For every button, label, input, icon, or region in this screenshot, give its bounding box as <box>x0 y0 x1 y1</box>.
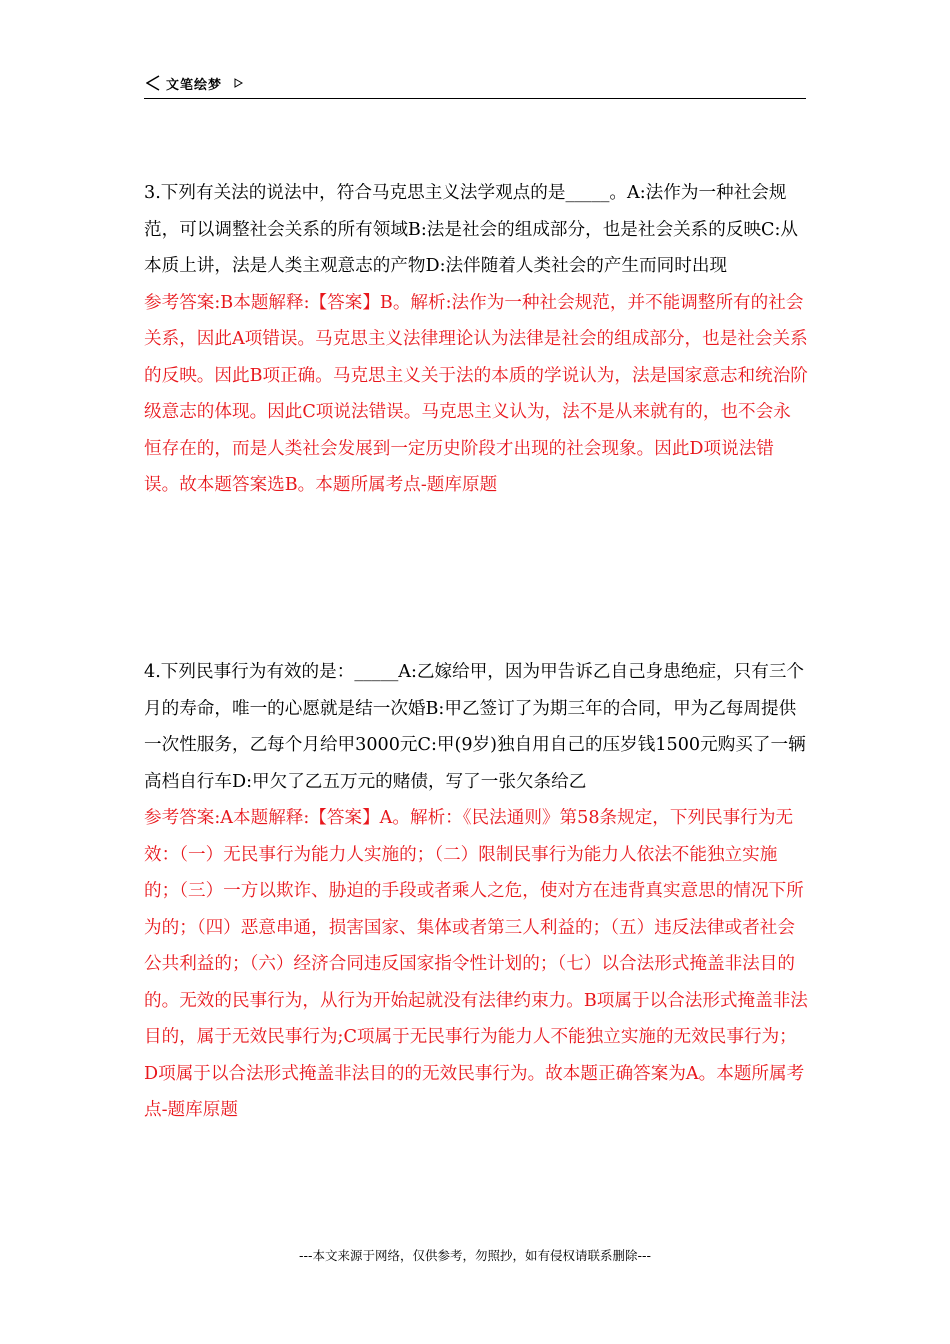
page-header <box>144 72 806 99</box>
question-block <box>144 654 808 1129</box>
page-footer: ---本文来源于网络，仅供参考，勿照抄，如有侵权请联系删除--- <box>298 1248 652 1263</box>
question-text: 4.下列民事行为有效的是：_____A:乙嫁给甲，因为甲告诉乙自己身患绝症，只有三个月的寿命，唯一的心愿就是结一次婚B:甲乙签订了为期三年的合同，甲为乙每周提供一次性服务，乙每个月给甲3000元C:甲(9岁)独自用自己的压岁钱1500元购买了一辆高档自行车D:甲欠了乙五万元的赌债，写了一张欠条给乙 <box>144 662 806 792</box>
triangle-right-icon <box>234 78 243 88</box>
answer-explanation: 参考答案:A本题解释:【答案】A。解析：《民法通则》第58条规定，下列民事行为无效：（一）无民事行为能力人实施的；（二）限制民事行为能力人依法不能独立实施的；（三）一方以欺诈、胁迫的手段或者乘人之危，使对方在违背真实意思的情况下所为的；（四）恶意串通，损害国家、集体或者第三人利益的；（五）违反法律或者社会公共利益的；（六）经济合同违反国家指令性计划的；（七）以合法形式掩盖非法目的的。无效的民事行为，从行为开始起就没有法律约束力。B项属于以合法形式掩盖非法目的，属于无效民事行为;C项属于无民事行为能力人不能独立实施的无效民事行为；D项属于以合法形式掩盖非法目的的无效民事行为。故本题正确答案为A。本题所属考点-题库原题 <box>144 808 808 1120</box>
answer-explanation: 参考答案:B本题解释:【答案】B。解析:法作为一种社会规范，并不能调整所有的社会关系，因此A项错误。马克思主义法律理论认为法律是社会的组成部分，也是社会关系的反映。因此B项正确。马克思主义关于法的本质的学说认为，法是国家意志和统治阶级意志的体现。因此C项说法错误。马克思主义认为，法不是从来就有的，也不会永恒存在的，而是人类社会发展到一定历史阶段才出现的社会现象。因此D项说法错误。故本题答案选B。本题所属考点-题库原题 <box>144 292 808 495</box>
question-text: 3.下列有关法的说法中，符合马克思主义法学观点的是_____。A:法作为一种社会规范，可以调整社会关系的所有领域B:法是社会的组成部分，也是社会关系的反映C:从本质上讲，法是人类主观意志的产物D:法伴随着人类社会的产生而同时出现 <box>144 183 799 276</box>
header-title: 文笔绘梦 <box>166 78 223 93</box>
triangle-left-icon <box>146 75 160 91</box>
question-block <box>144 175 808 504</box>
